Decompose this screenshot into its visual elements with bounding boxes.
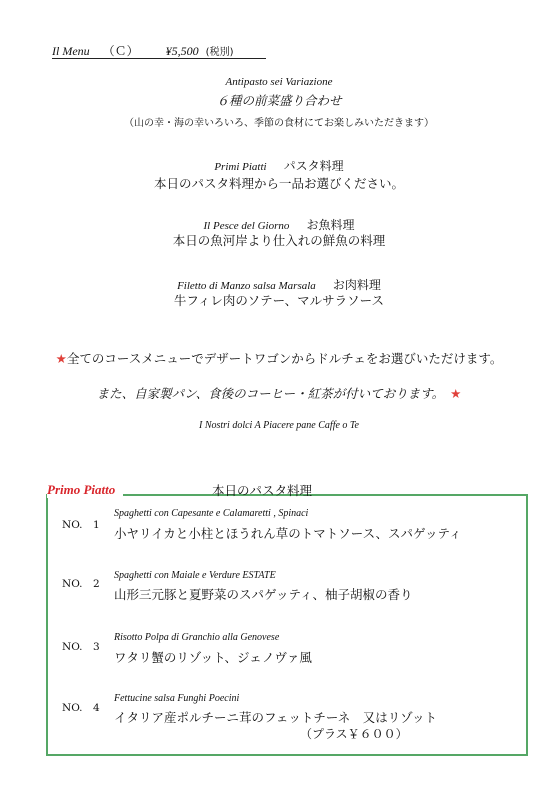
antipasto-italian: Antipasto sei Variazione: [225, 76, 333, 88]
pasta-item-italian: Spaghetti con Capesante e Calamaretti , Spinaci: [114, 508, 309, 519]
pasta-item-japanese: 小ヤリイカと小柱とほうれん草のトマトソース、スパゲッティ: [114, 526, 462, 541]
pasta-item-number: NO. 2: [62, 578, 100, 590]
primo-piatto-title: 本日のパスタ料理: [212, 483, 313, 498]
dessert-italian: I Nostri dolci A Piacere pane Caffe o Te: [199, 420, 359, 431]
manzo-italian: Filetto di Manzo salsa Marsala: [177, 280, 316, 292]
course-price: ¥5,500: [165, 44, 199, 58]
pesce-italian: Il Pesce del Giorno: [203, 220, 290, 232]
tax-note: (税別): [205, 47, 234, 58]
pasta-item-japanese: ワタリ蟹のリゾット、ジェノヴァ風: [114, 650, 312, 665]
pasta-item-italian: Spaghetti con Maiale e Verdure ESTATE: [114, 570, 276, 581]
dessert-line-2: [0, 384, 558, 402]
primi-category: パスタ料理: [283, 159, 344, 173]
pasta-item-japanese: 山形三元豚と夏野菜のスパゲッティ、柚子胡椒の香り: [114, 587, 413, 602]
pasta-item-number: NO. 3: [62, 641, 100, 653]
dessert-text-2: また、自家製パン、食後のコーヒー・紅茶が付いております。: [96, 386, 445, 401]
pasta-item-japanese: イタリア産ポルチーニ茸のフェットチーネ 又はリゾット: [114, 710, 438, 725]
antipasto-note: （山の幸・海の幸いろいろ、季節の食材にてお楽しみいただきます）: [124, 118, 434, 129]
dessert-text-1: 全てのコースメニューでデザートワゴンからドルチェをお選びいただけます。: [66, 351, 503, 366]
pasta-item-extra-price: （プラス￥６００）: [300, 727, 408, 741]
star-icon: ★: [55, 351, 67, 366]
star-icon: ★: [450, 386, 462, 401]
dessert-line-1: [0, 349, 558, 367]
pesce-category: お魚料理: [306, 218, 355, 232]
primi-italian: Primi Piatti: [214, 161, 267, 173]
pesce-description: 本日の魚河岸より仕入れの鮮魚の料理: [172, 233, 386, 248]
pasta-item-italian: Risotto Polpa di Granchio alla Genovese: [114, 632, 280, 643]
pasta-item-number: NO. 4: [62, 702, 100, 714]
primi-heading: [0, 155, 558, 174]
primo-piatto-label: Primo Piatto: [47, 482, 123, 498]
primi-description: 本日のパスタ料理から一品お選びください。: [153, 176, 404, 191]
manzo-description: 牛フィレ肉のソテー、マルサラソース: [173, 293, 385, 308]
pasta-item-number: NO. 1: [62, 519, 100, 531]
header-underline: [52, 58, 266, 59]
manzo-category: お肉料理: [332, 278, 381, 292]
menu-header: [52, 42, 233, 59]
menu-name: Il Menu: [52, 44, 90, 58]
pasta-item-italian: Fettucine salsa Funghi Poecini: [114, 693, 240, 704]
antipasto-japanese: ６種の前菜盛り合わせ: [216, 93, 342, 108]
course-label: （Ｃ）: [102, 44, 139, 58]
